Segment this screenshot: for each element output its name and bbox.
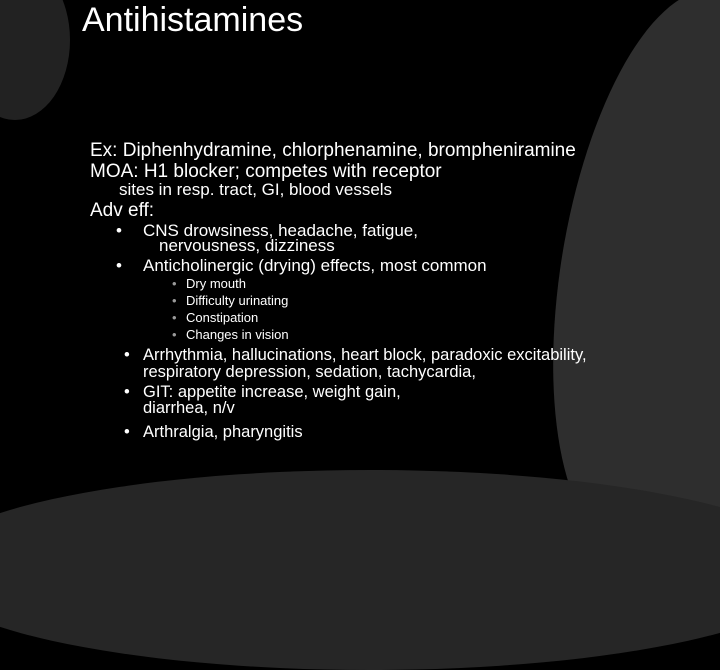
adverse-effects-heading: Adv eff:: [90, 200, 155, 221]
bullet-icon: •: [124, 423, 130, 441]
bullet-icon: •: [124, 346, 130, 364]
cns-effects-line: CNS drowsiness, headache, fatigue,: [143, 221, 418, 240]
slide-title: Antihistamines: [82, 1, 304, 39]
moa-line: MOA: H1 blocker; competes with receptor: [90, 161, 442, 182]
arthralgia-line: Arthralgia, pharyngitis: [143, 423, 303, 441]
arrhythmia-line: Arrhythmia, hallucinations, heart block, paradoxic excitability,: [143, 346, 587, 364]
sub-item-vision: Changes in vision: [186, 327, 289, 342]
cns-effects-line-continued: nervousness, dizziness: [159, 236, 335, 255]
sub-item-urinating: Difficulty urinating: [186, 293, 289, 308]
sub-bullet-icon: •: [172, 327, 177, 342]
anticholinergic-line: Anticholinergic (drying) effects, most common: [143, 256, 487, 275]
sub-item-dry-mouth: Dry mouth: [186, 276, 246, 291]
sub-bullet-icon: •: [172, 276, 177, 291]
sub-item-constipation: Constipation: [186, 310, 259, 325]
sub-bullet-icon: •: [172, 310, 177, 325]
bullet-icon: •: [116, 221, 122, 240]
examples-line: Ex: Diphenhydramine, chlorphenamine, brompheniramine: [90, 140, 576, 161]
sub-bullet-icon: •: [172, 293, 177, 308]
git-line-continued: diarrhea, n/v: [143, 399, 235, 417]
git-line: GIT: appetite increase, weight gain,: [143, 383, 401, 401]
bullet-icon: •: [116, 256, 122, 275]
arrhythmia-line-continued: respiratory depression, sedation, tachycardia,: [143, 363, 476, 381]
bullet-icon: •: [124, 383, 130, 401]
moa-line-continued: sites in resp. tract, GI, blood vessels: [119, 180, 393, 199]
